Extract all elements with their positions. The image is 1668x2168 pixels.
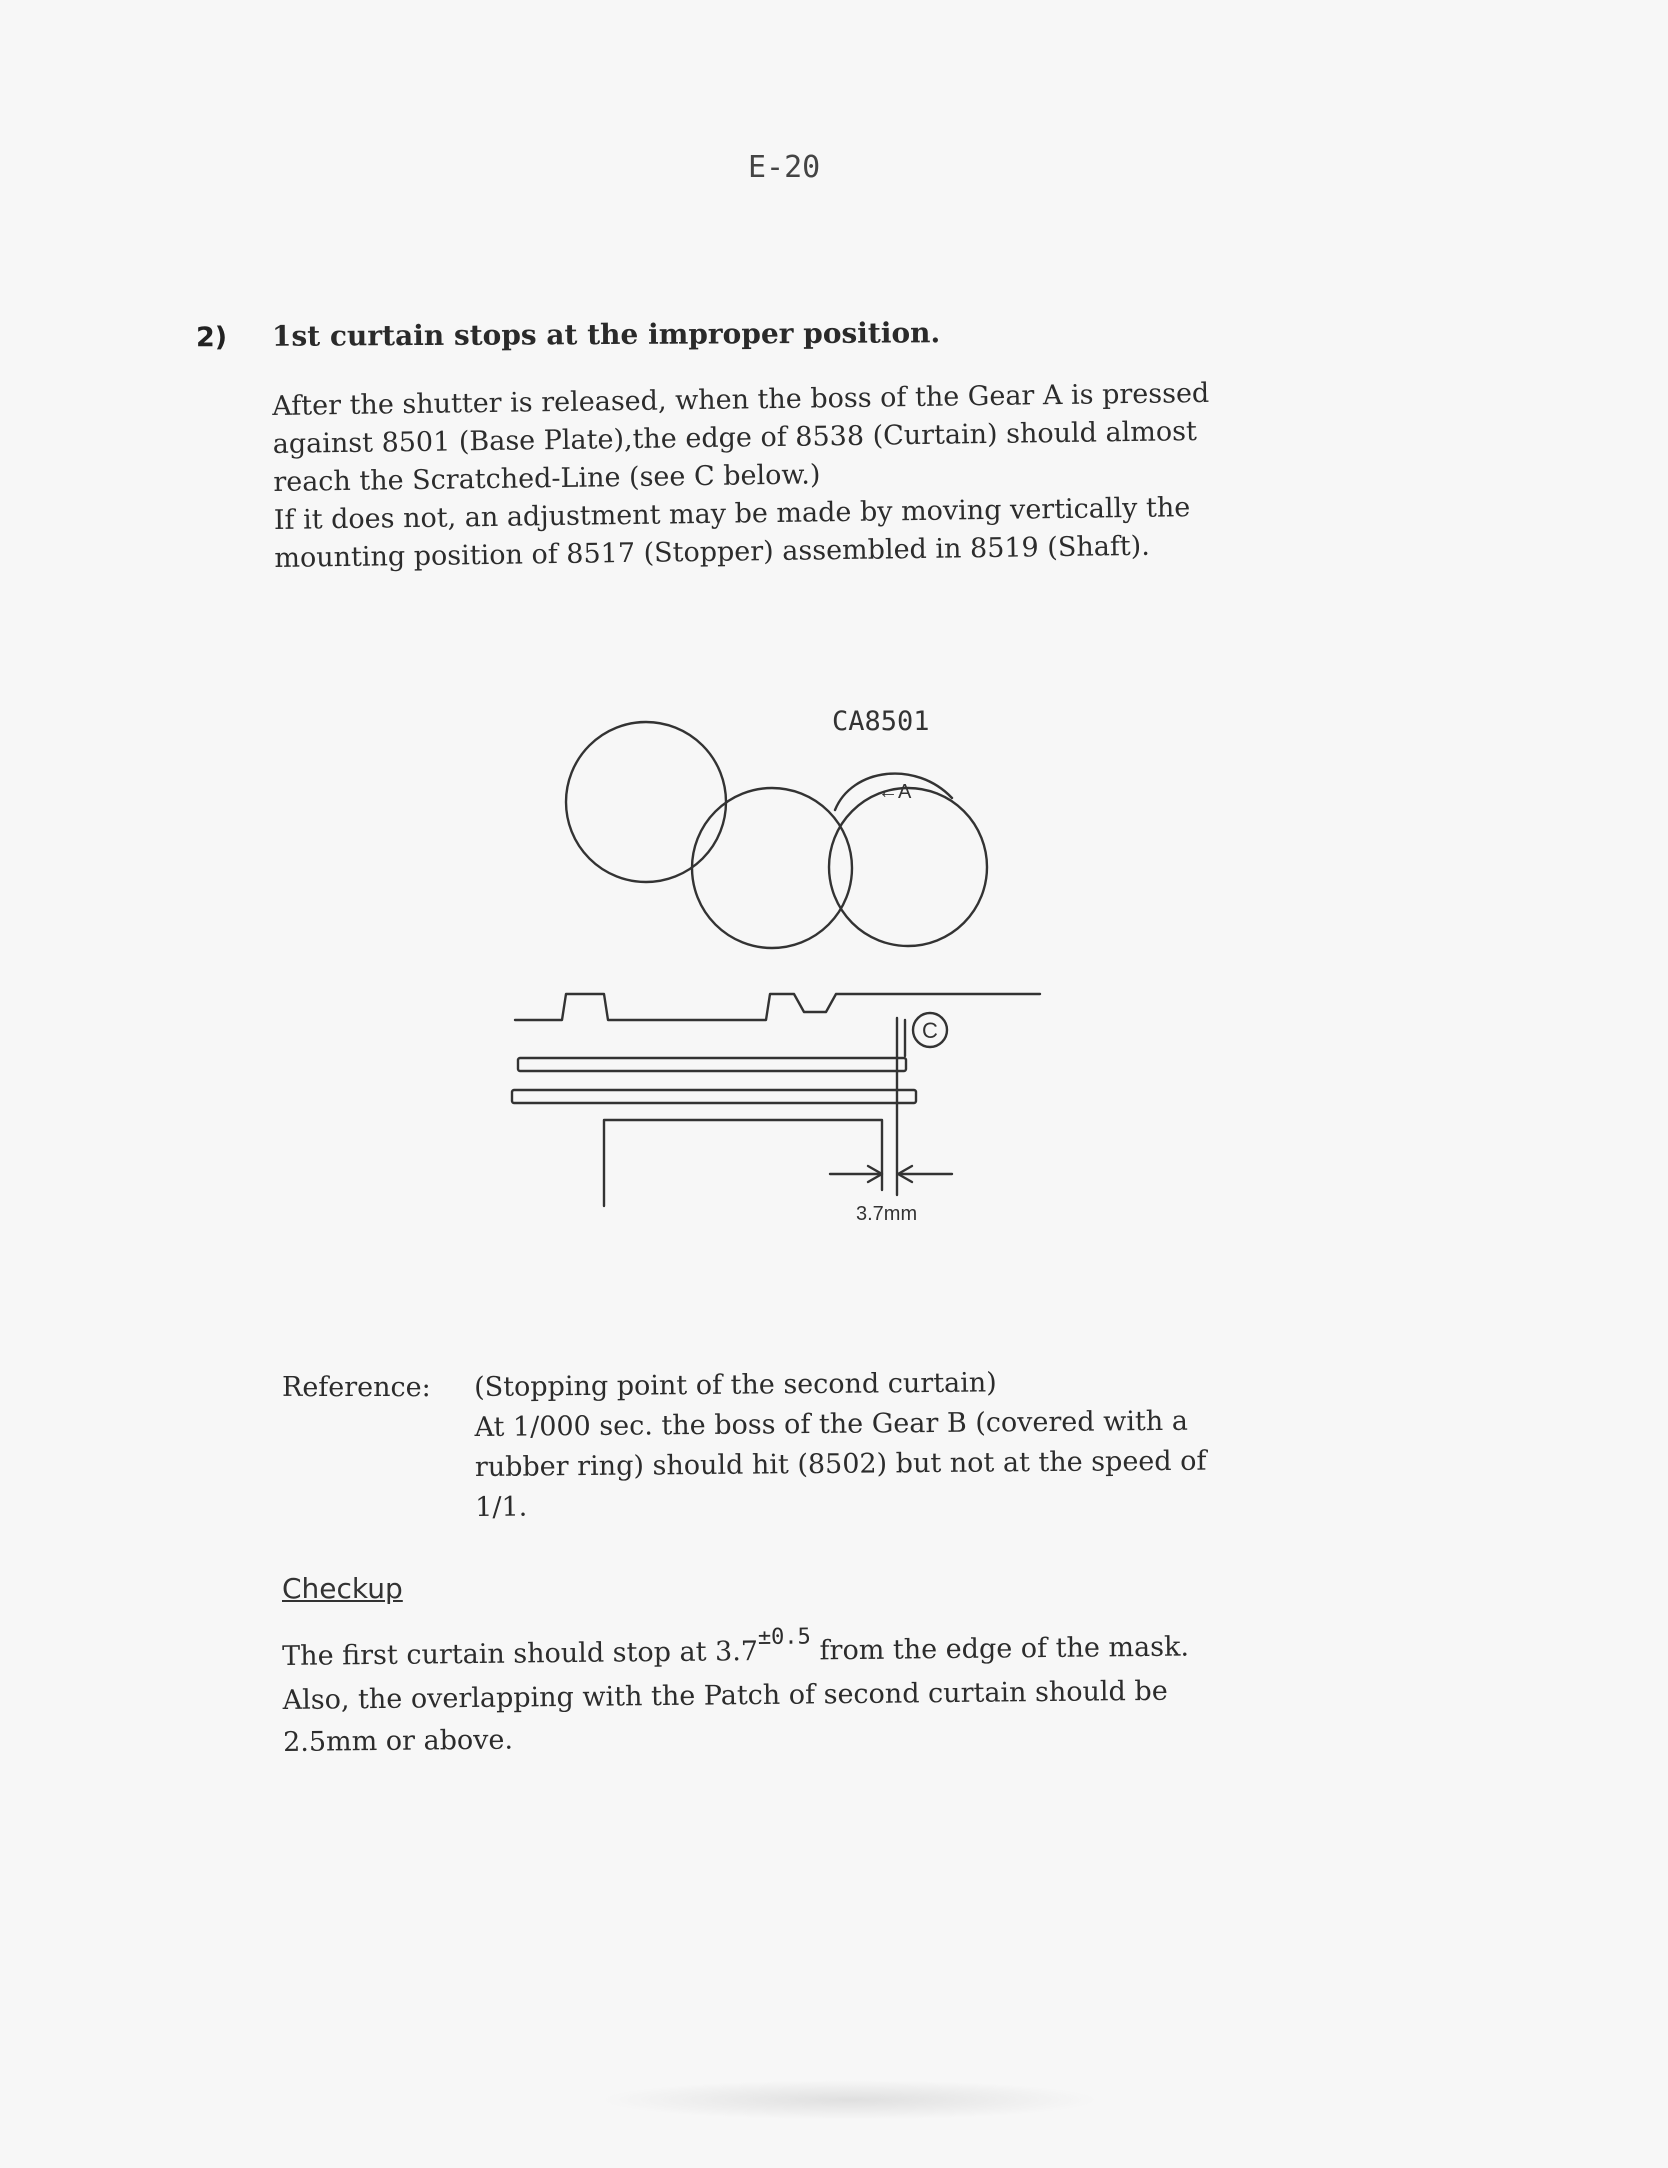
checkup-line: Also, the overlapping with the Patch of second curtain should be — [282, 1675, 1168, 1716]
checkup-text-start: The first curtain should stop at 3.7 — [282, 1636, 759, 1672]
mask-frame — [604, 1120, 882, 1206]
curtain-rail-lower — [512, 1090, 916, 1103]
instruction-line: After the shutter is released, when the boss of the Gear A is pressed — [272, 377, 1210, 422]
tolerance-value: ±0.5 — [757, 1624, 811, 1651]
gear-circle-left — [566, 722, 726, 882]
checkup-text-end: from the edge of the mask. — [810, 1631, 1190, 1667]
base-plate-profile — [515, 994, 1040, 1020]
instruction-line: against 8501 (Base Plate),the edge of 8538 (Curtain) should almost — [272, 416, 1198, 460]
gear-mark: ←A — [878, 781, 912, 803]
item-title: 1st curtain stops at the improper position. — [271, 316, 941, 353]
reference-line: (Stopping point of the second curtain) — [474, 1367, 997, 1403]
reference-line: rubber ring) should hit (8502) but not at the speed of — [474, 1445, 1207, 1483]
reference-line: At 1/000 sec. the boss of the Gear B (covered with a — [474, 1405, 1188, 1443]
point-c-label: C — [922, 1018, 938, 1043]
instruction-line: reach the Scratched-Line (see C below.) — [273, 459, 821, 498]
checkup-line: 2.5mm or above. — [282, 1724, 514, 1758]
dimension-label: 3.7mm — [856, 1203, 918, 1225]
instruction-line: mounting position of 8517 (Stopper) assembled in 8519 (Shaft). — [274, 530, 1150, 574]
instruction-paragraph — [272, 372, 1415, 578]
reference-line: 1/1. — [475, 1491, 528, 1523]
item-number: 2) — [196, 322, 228, 353]
reference-paragraph — [474, 1360, 1375, 1528]
part-label: CA8501 — [832, 706, 930, 737]
page-number: E-20 — [748, 150, 821, 185]
shutter-diagram — [500, 690, 1060, 1250]
instruction-line: If it does not, an adjustment may be made by moving vertically the — [273, 492, 1191, 536]
curtain-rail-upper — [518, 1058, 906, 1071]
scan-smudge — [600, 2080, 1100, 2120]
checkup-paragraph — [282, 1624, 1423, 1764]
shutter-diagram-svg — [500, 690, 1060, 1250]
checkup-heading: Checkup — [282, 1572, 403, 1605]
reference-label: Reference: — [282, 1372, 431, 1403]
